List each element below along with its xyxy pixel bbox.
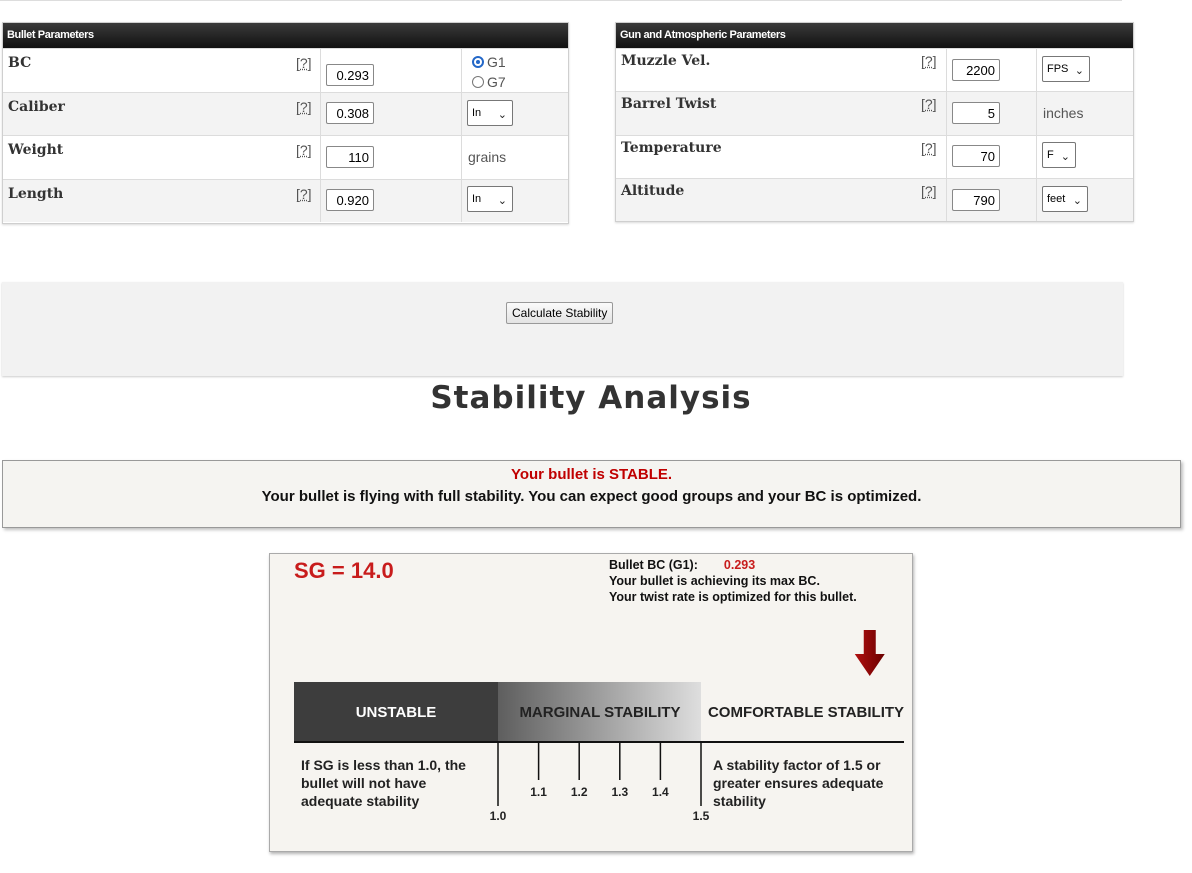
muzzle-velocity-unit-cell (1036, 49, 1133, 91)
scale-tick-label: 1.5 (692, 809, 710, 823)
temperature-row (616, 135, 1133, 178)
temperature-unit-value: F (1047, 149, 1054, 161)
length-unit-value: In (472, 193, 482, 205)
top-divider (0, 0, 1122, 1)
bc-model-cell (461, 49, 568, 92)
bc-label: BC (8, 55, 32, 71)
weight-label: Weight (8, 142, 64, 158)
band-marginal-label: MARGINAL STABILITY (519, 704, 681, 721)
bc-row (3, 48, 568, 92)
scale-tick-label: 1.2 (570, 785, 588, 799)
caliber-input[interactable] (326, 102, 374, 124)
bc-summary-value: 0.293 (723, 558, 756, 572)
unstable-description: If SG is less than 1.0, the bullet will not have adequate stability (301, 757, 466, 809)
muzzle-velocity-input[interactable] (952, 59, 1000, 81)
temperature-unit-select[interactable] (1042, 142, 1076, 168)
length-value-cell (320, 180, 461, 222)
caliber-unit-value: In (472, 107, 482, 119)
altitude-row (616, 178, 1133, 221)
altitude-label: Altitude (621, 183, 685, 199)
muzzle-velocity-label: Muzzle Vel. (621, 53, 711, 69)
length-unit-cell (461, 180, 568, 222)
band-comfortable-label: COMFORTABLE STABILITY (707, 704, 905, 721)
muzzle-velocity-value-cell (946, 49, 1036, 91)
muzzle-velocity-row (616, 48, 1133, 91)
scale-tick-label: 1.1 (530, 785, 547, 799)
barrel-twist-input[interactable] (952, 102, 1000, 124)
sg-value: SG = 14.0 (294, 558, 394, 583)
bc-summary-label: Bullet BC (G1): (609, 558, 698, 572)
weight-unit: grains (468, 149, 507, 165)
bc-value-cell (320, 49, 461, 92)
length-row (3, 179, 568, 222)
altitude-unit-cell (1036, 179, 1133, 221)
chevron-down-icon: ⌄ (1074, 65, 1084, 77)
sg-arrow-icon (855, 630, 885, 676)
chevron-down-icon: ⌄ (1072, 195, 1082, 207)
length-help-link[interactable]: [?] (296, 186, 312, 202)
result-box (2, 460, 1181, 528)
altitude-unit-select[interactable] (1042, 186, 1088, 212)
altitude-unit-value: feet (1047, 193, 1066, 205)
g1-radio-dot[interactable] (472, 56, 484, 68)
weight-unit-cell (461, 136, 568, 179)
caliber-label: Caliber (8, 99, 65, 115)
length-input[interactable] (326, 189, 374, 211)
g1-radio[interactable] (472, 54, 506, 70)
scale-ticks (490, 742, 710, 823)
scale-tick-label: 1.4 (652, 785, 669, 799)
temperature-value-cell (946, 136, 1036, 178)
bc-note: Your bullet is achieving its max BC. (609, 574, 820, 588)
temperature-help-link[interactable]: [?] (921, 140, 937, 156)
gun-parameters-header: Gun and Atmospheric Parameters (616, 23, 1133, 48)
calculate-panel (2, 282, 1123, 376)
chevron-down-icon: ⌄ (1060, 151, 1070, 163)
bullet-parameters-table (2, 22, 569, 224)
caliber-value-cell (320, 93, 461, 135)
g7-radio-label: G7 (487, 74, 506, 90)
altitude-value-cell (946, 179, 1036, 221)
weight-row (3, 135, 568, 179)
altitude-help-link[interactable]: [?] (921, 183, 937, 199)
bullet-parameters-header: Bullet Parameters (3, 23, 568, 48)
g7-radio[interactable] (472, 74, 506, 90)
scale-tick-label: 1.0 (489, 809, 507, 823)
muzzle-velocity-help-link[interactable]: [?] (921, 53, 937, 69)
bc-input[interactable] (326, 64, 374, 86)
velocity-unit-select[interactable] (1042, 56, 1090, 82)
temperature-input[interactable] (952, 145, 1000, 167)
stability-chart (269, 553, 913, 852)
altitude-input[interactable] (952, 189, 1000, 211)
caliber-unit-cell (461, 93, 568, 135)
temperature-label: Temperature (621, 140, 722, 156)
bc-help-link[interactable]: [?] (296, 55, 312, 71)
g7-radio-dot[interactable] (472, 76, 484, 88)
caliber-unit-select[interactable] (467, 100, 513, 126)
length-unit-select[interactable] (467, 186, 513, 212)
band-unstable-label: UNSTABLE (355, 704, 437, 721)
weight-input[interactable] (326, 146, 374, 168)
calculate-stability-button[interactable]: Calculate Stability (506, 302, 613, 324)
stability-message: Your bullet is flying with full stability. You can expect good groups and your BC is optimized. (261, 488, 922, 505)
barrel-twist-help-link[interactable]: [?] (921, 96, 937, 112)
bc-summary-line (609, 557, 857, 573)
comfortable-description: A stability factor of 1.5 or greater ensures adequate stability (713, 757, 884, 809)
weight-value-cell (320, 136, 461, 179)
barrel-twist-unit: inches (1043, 105, 1084, 121)
velocity-unit-value: FPS (1047, 63, 1069, 75)
scale-tick-label: 1.3 (611, 785, 629, 799)
caliber-help-link[interactable]: [?] (296, 99, 312, 115)
temperature-unit-cell (1036, 136, 1133, 178)
chevron-down-icon: ⌄ (497, 109, 507, 121)
g1-radio-label: G1 (487, 54, 506, 70)
barrel-twist-unit-cell (1036, 92, 1133, 135)
page-title: Stability Analysis (430, 380, 752, 416)
caliber-row (3, 92, 568, 135)
gun-parameters-table (615, 22, 1134, 222)
bc-summary (609, 557, 857, 605)
barrel-twist-value-cell (946, 92, 1036, 135)
barrel-twist-label: Barrel Twist (621, 96, 717, 112)
weight-help-link[interactable]: [?] (296, 142, 312, 158)
length-label: Length (8, 186, 64, 202)
chevron-down-icon: ⌄ (497, 195, 507, 207)
stability-status: Your bullet is STABLE. (510, 466, 673, 483)
barrel-twist-row (616, 91, 1133, 135)
twist-note: Your twist rate is optimized for this bullet. (609, 590, 857, 604)
